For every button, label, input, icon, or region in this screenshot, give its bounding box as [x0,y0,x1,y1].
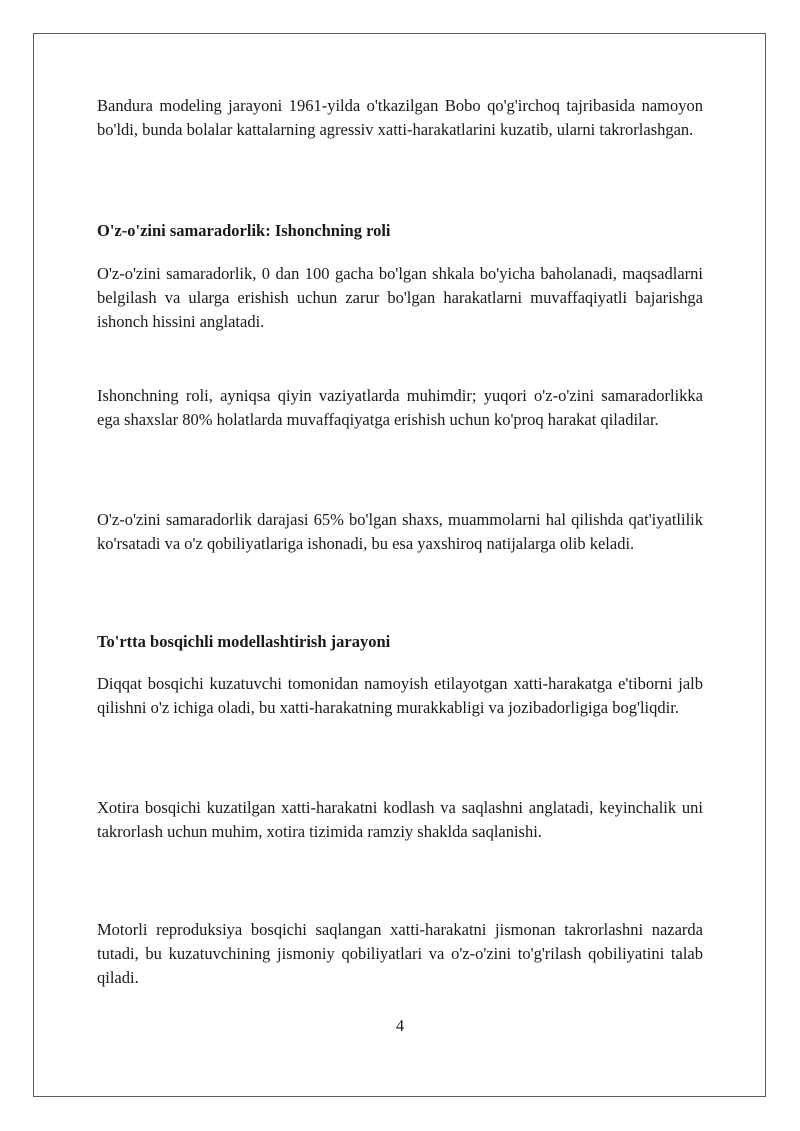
paragraph-bandura-experiment: Bandura modeling jarayoni 1961-yilda o'tkazilgan Bobo qo'g'irchoq tajribasida namoyon bo'ldi, bunda bolalar kattalarning agressiv xatti-harakatlarini kuzatib, ularni takrorlashgan. [97,96,703,139]
section-heading-self-efficacy: O'z-o'zini samaradorlik: Ishonchning roli [97,221,391,240]
section-heading-four-stages: To'rtta bosqichli modellashtirish jarayoni [97,632,391,651]
paragraph-role-of-confidence: Ishonchning roli, ayniqsa qiyin vaziyatlarda muhimdir; yuqori o'z-o'zini samaradorlikka ega shaxslar 80% holatlarda muvaffaqiyatga erishish uchun ko'proq harakat qiladilar. [97,386,703,429]
paragraph-retention-stage: Xotira bosqichi kuzatilgan xatti-harakatni kodlash va saqlashni anglatadi, keyinchalik uni takrorlash uchun muhim, xotira tizimida ramziy shaklda saqlanishi. [97,798,703,841]
paragraph-motor-reproduction-stage: Motorli reproduksiya bosqichi saqlangan xatti-harakatni jismonan takrorlashni nazarda tutadi, bu kuzatuvchining jismoniy qobiliyatlari va o'z-o'zini to'g'rilash qobiliyatini talab qiladi. [97,920,703,987]
page-number: 4 [395,1016,405,1035]
paragraph-self-efficacy-level: O'z-o'zini samaradorlik darajasi 65% bo'lgan shaxs, muammolarni hal qilishda qat'iyatlilik ko'rsatadi va o'z qobiliyatlariga ishonadi, bu esa yaxshiroq natijalarga olib keladi. [97,510,703,553]
paragraph-self-efficacy-definition: O'z-o'zini samaradorlik, 0 dan 100 gacha bo'lgan shkala bo'yicha baholanadi, maqsadlarni belgilash va ularga erishish uchun zarur bo'lgan harakatlarni muvaffaqiyatli bajarishga ishonch hissini anglatadi. [97,264,703,331]
paragraph-attention-stage: Diqqat bosqichi kuzatuvchi tomonidan namoyish etilayotgan xatti-harakatga e'tiborni jalb qilishni o'z ichiga oladi, bu xatti-harakatning murakkabligi va jozibadorligiga bog'liqdir. [97,674,703,717]
